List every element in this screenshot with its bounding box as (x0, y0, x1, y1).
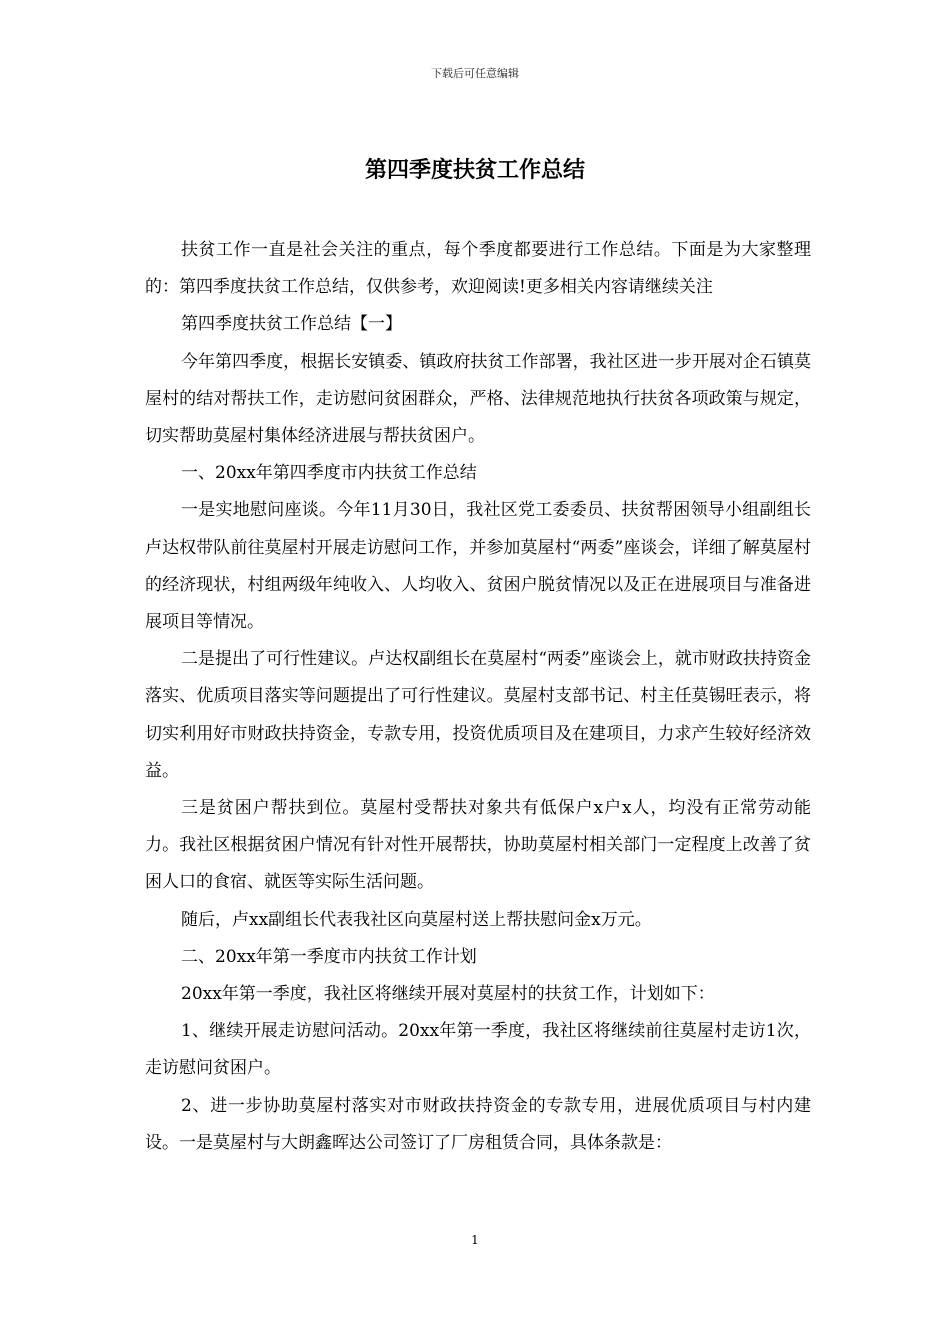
paragraph-plan-item-1: 1、继续开展走访慰问活动。20xx年第一季度，我社区将继续前往莫屋村走访1次，走访慰问贫困户。 (145, 1021, 811, 1079)
document-title: 第四季度扶贫工作总结 (364, 157, 585, 183)
paragraph-plan-item-2: 2、进一步协助莫屋村落实对市财政扶持资金的专款专用，进展优质项目与村内建设。一是莫屋村与大朗鑫晖达公司签订了厂房租赁合同，具体条款是： (145, 1095, 811, 1153)
paragraph-assistance: 三是贫困户帮扶到位。莫屋村受帮扶对象共有低保户x户x人，均没有正常劳动能力。我社区根据贫困户情况有针对性开展帮扶，协助莫屋村相关部门一定程度上改善了贫困人口的食宿、就医等实际生活问题。 (145, 798, 811, 893)
paragraph-intro: 扶贫工作一直是社会关注的重点，每个季度都要进行工作总结。下面是为大家整理的：第四季度扶贫工作总结，仅供参考，欢迎阅读!更多相关内容请继续关注 (145, 240, 811, 298)
paragraph-plan-intro: 20xx年第一季度，我社区将继续开展对莫屋村的扶贫工作，计划如下： (181, 984, 715, 1005)
paragraph-part-one-heading: 一、20xx年第四季度市内扶贫工作总结 (181, 463, 477, 484)
paragraph-section-heading: 第四季度扶贫工作总结【一】 (181, 314, 402, 335)
header-note: 下载后可任意编辑 (431, 67, 519, 80)
document-body (145, 232, 811, 1162)
page-number: 1 (471, 1233, 479, 1247)
paragraph-donation: 随后，卢xx副组长代表我社区向莫屋村送上帮扶慰问金x万元。 (181, 909, 652, 930)
paragraph-suggestions: 二是提出了可行性建议。卢达权副组长在莫屋村“两委”座谈会上，就市财政扶持资金落实、优质项目落实等问题提出了可行性建议。莫屋村支部书记、村主任莫锡旺表示，将切实利用好市财政扶持资金，专款专用，投资优质项目及在建项目，力求产生较好经济效益。 (145, 649, 811, 781)
paragraph-overview: 今年第四季度，根据长安镇委、镇政府扶贫工作部署，我社区进一步开展对企石镇莫屋村的结对帮扶工作，走访慰问贫困群众，严格、法律规范地执行扶贫各项政策与规定，切实帮助莫屋村集体经济进展与帮扶贫困户。 (145, 351, 811, 447)
paragraph-part-two-heading: 二、20xx年第一季度市内扶贫工作计划 (181, 946, 477, 967)
paragraph-visit: 一是实地慰问座谈。今年11月30日，我社区党工委委员、扶贫帮困领导小组副组长卢达权带队前往莫屋村开展走访慰问工作，并参加莫屋村“两委”座谈会，详细了解莫屋村的经济现状，村组两级年纯收入、人均收入、贫困户脱贫情况以及正在进展项目与准备进展项目等情况。 (145, 500, 811, 633)
